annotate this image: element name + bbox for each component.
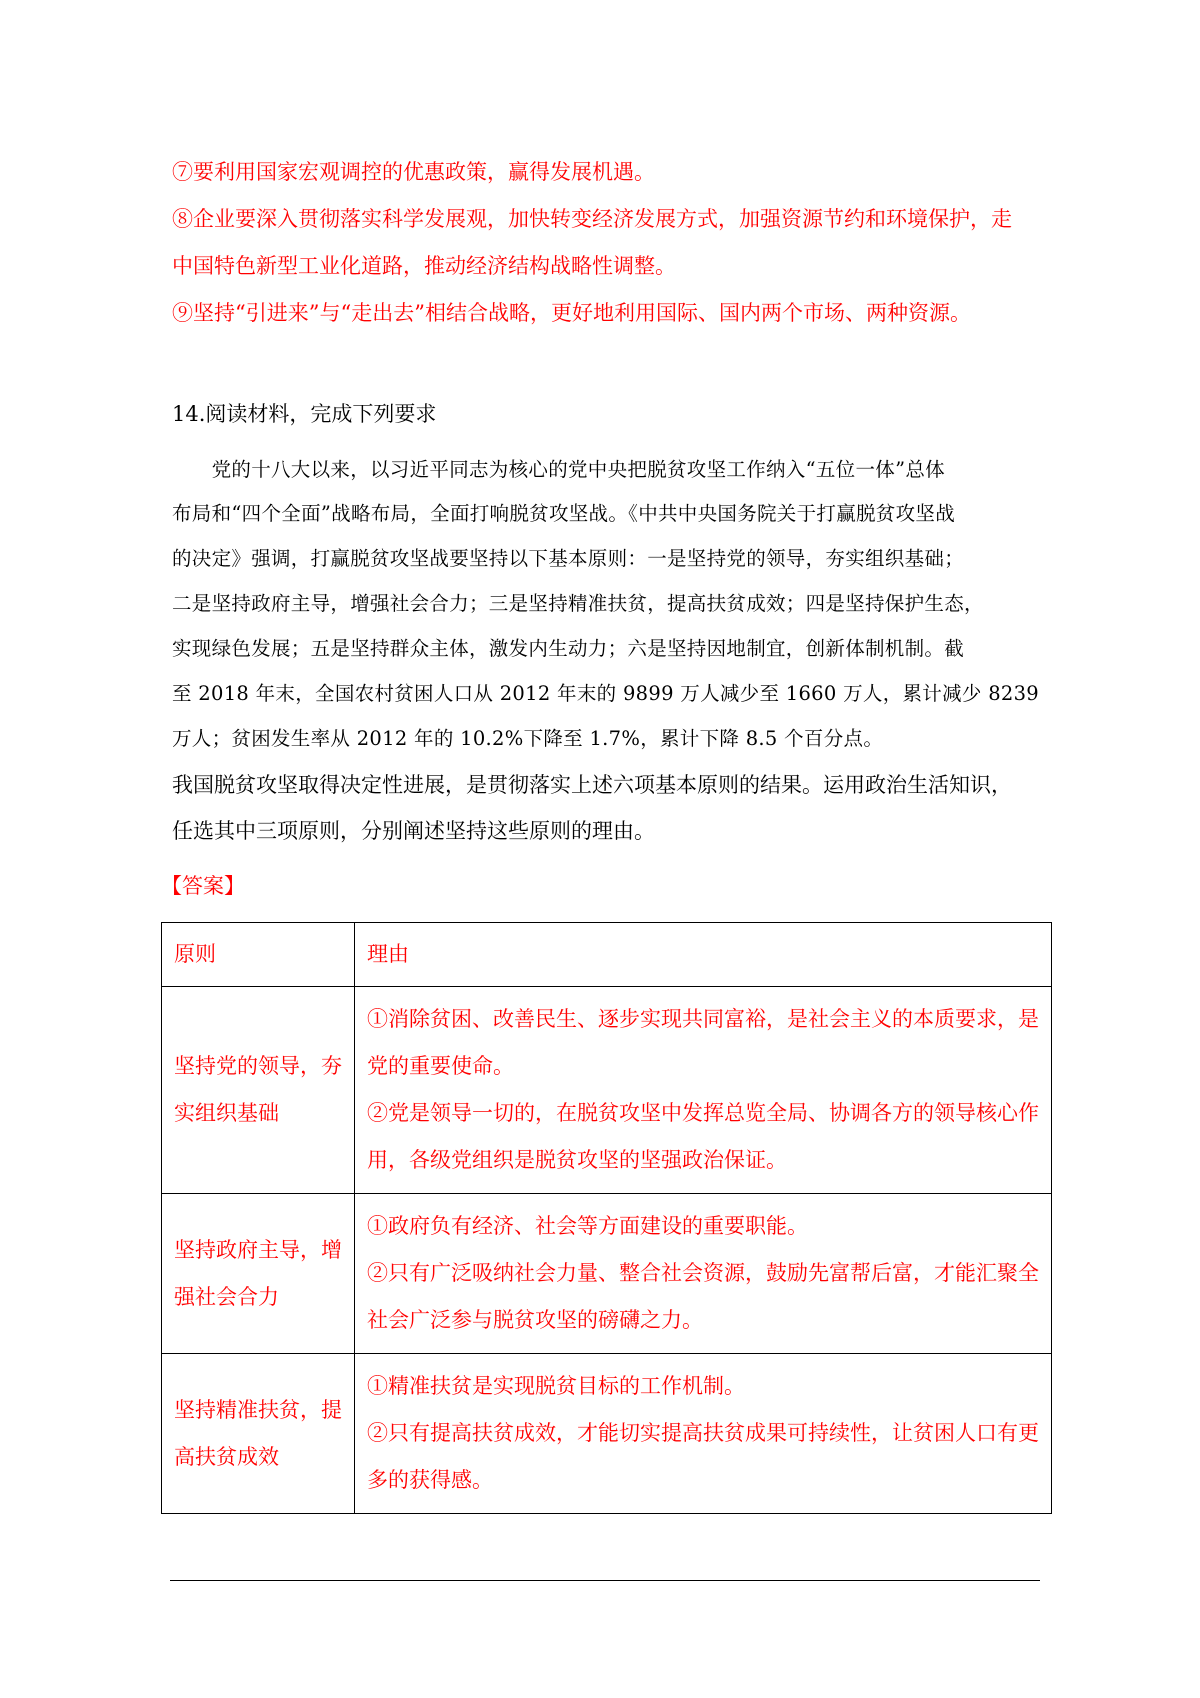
reason-text: ①政府负有经济、社会等方面建设的重要职能。 <box>367 1214 808 1238</box>
material-line: 至 2018 年末，全国农村贫困人口从 2012 年末的 9899 万人减少至 1660 万人，累计减少 8239 <box>172 682 1040 705</box>
table-row <box>162 987 1052 1194</box>
material-line: 万人；贫困发生率从 2012 年的 10.2%下降至 1.7%，累计下降 8.5 个百分点。 <box>172 727 884 750</box>
answer-item-8-line1: ⑧企业要深入贯彻落实科学发展观，加快转变经济发展方式，加强资源节约和环境保护，走 <box>172 207 1012 231</box>
material-line: 的决定》强调，打赢脱贫攻坚战要坚持以下基本原则：一是坚持党的领导，夯实组织基础； <box>172 547 965 570</box>
answer-item-9: ⑨坚持“引进来”与“走出去”相结合战略，更好地利用国际、国内两个市场、两种资源。 <box>172 301 971 325</box>
reason-text: 社会广泛参与脱贫攻坚的磅礴之力。 <box>367 1308 703 1332</box>
answer-table <box>161 922 1052 1514</box>
principle-cell <box>162 987 355 1194</box>
principle-cell <box>162 1354 355 1514</box>
answer-item-7: ⑦要利用国家宏观调控的优惠政策，赢得发展机遇。 <box>172 160 655 184</box>
reason-cell <box>355 1354 1052 1514</box>
table-row <box>162 1354 1052 1514</box>
answer-label: 【答案】 <box>161 874 245 898</box>
principle-text: 高扶贫成效 <box>174 1444 279 1469</box>
footer-divider <box>170 1580 1040 1581</box>
principle-text: 坚持政府主导，增 <box>174 1237 342 1262</box>
answer-item-8-line2: 中国特色新型工业化道路，推动经济结构战略性调整。 <box>172 254 676 278</box>
reason-text: ②党是领导一切的，在脱贫攻坚中发挥总览全局、协调各方的领导核心作 <box>367 1101 1039 1125</box>
table-row <box>162 1194 1052 1354</box>
header-reason: 理由 <box>355 923 1052 987</box>
reason-text: 多的获得感。 <box>367 1468 493 1492</box>
principle-text: 坚持精准扶贫，提 <box>174 1397 342 1422</box>
reason-text: ②只有广泛吸纳社会力量、整合社会资源，鼓励先富帮后富，才能汇聚全 <box>367 1261 1039 1285</box>
reason-text: ①精准扶贫是实现脱贫目标的工作机制。 <box>367 1374 745 1398</box>
material-line: 实现绿色发展；五是坚持群众主体，激发内生动力；六是坚持因地制宜，创新体制机制。截 <box>172 637 965 660</box>
question-title: 14.阅读材料，完成下列要求 <box>172 402 437 426</box>
material-line: 布局和“四个全面”战略布局，全面打响脱贫攻坚战。《中共中央国务院关于打赢脱贫攻坚战 <box>172 502 955 525</box>
principle-text: 强社会合力 <box>174 1284 279 1309</box>
reason-text: ②只有提高扶贫成效，才能切实提高扶贫成果可持续性，让贫困人口有更 <box>367 1421 1039 1445</box>
question-prompt-line: 任选其中三项原则，分别阐述坚持这些原则的理由。 <box>172 819 655 843</box>
reason-text: ①消除贫困、改善民生、逐步实现共同富裕，是社会主义的本质要求，是 <box>367 1007 1039 1031</box>
question-prompt-line: 我国脱贫攻坚取得决定性进展，是贯彻落实上述六项基本原则的结果。运用政治生活知识， <box>172 773 1012 797</box>
header-principle: 原则 <box>162 923 355 987</box>
table-header-row <box>162 923 1052 987</box>
reason-cell <box>355 987 1052 1194</box>
material-line: 二是坚持政府主导，增强社会合力；三是坚持精准扶贫，提高扶贫成效；四是坚持保护生态， <box>172 592 984 615</box>
principle-text: 实组织基础 <box>174 1101 279 1125</box>
principle-text: 坚持党的领导，夯 <box>174 1054 342 1078</box>
reason-text: 用，各级党组织是脱贫攻坚的坚强政治保证。 <box>367 1148 787 1172</box>
reason-text: 党的重要使命。 <box>367 1054 514 1078</box>
material-line: 党的十八大以来，以习近平同志为核心的党中央把脱贫攻坚工作纳入“五位一体”总体 <box>172 458 945 481</box>
principle-cell <box>162 1194 355 1354</box>
reason-cell <box>355 1194 1052 1354</box>
